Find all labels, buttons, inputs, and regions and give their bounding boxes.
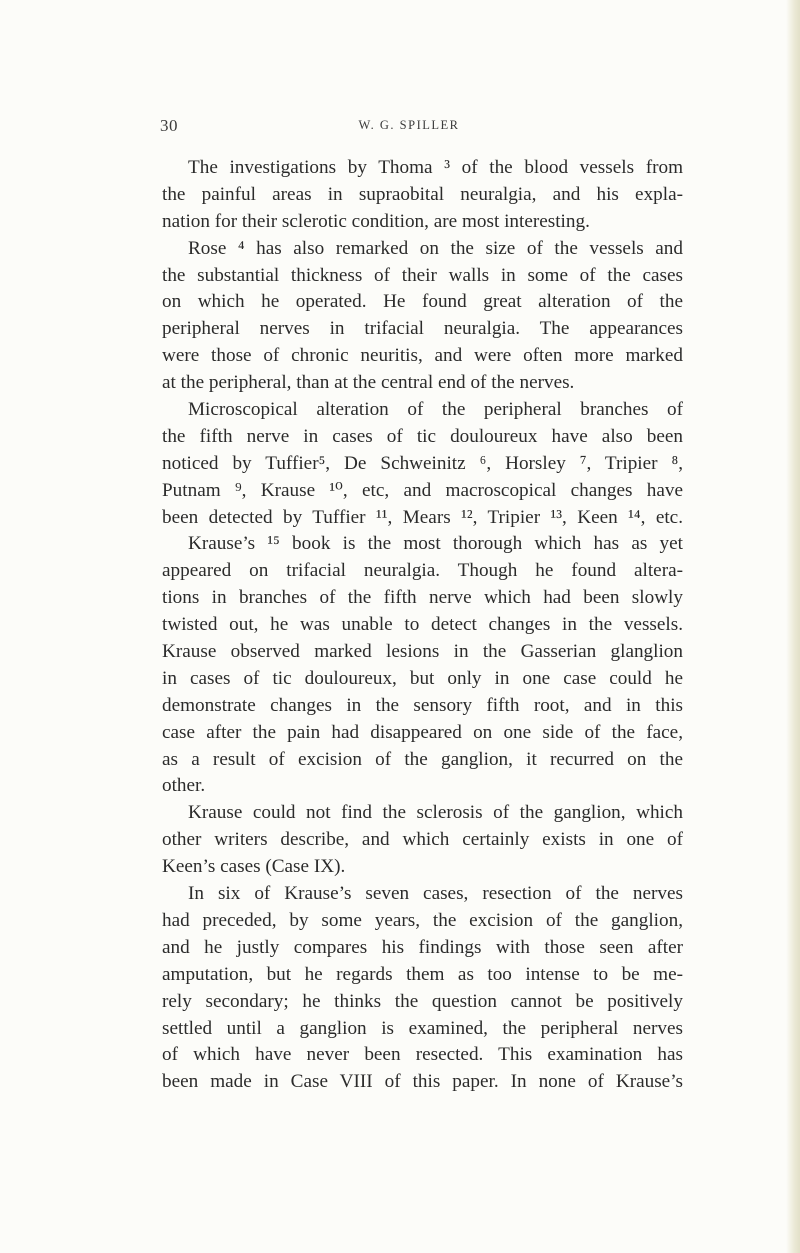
text-line: demonstrate changes in the sensory fifth root, and in this [162, 694, 683, 716]
text-line: been made in Case VIII of this paper. In none of Krause’s [162, 1071, 683, 1093]
body-text [162, 155, 683, 1096]
text-line: settled until a ganglion is examined, the peripheral nerves [162, 1017, 683, 1039]
text-line: in cases of tic douloureux, but only in one case could he [162, 667, 683, 689]
text-line: case after the pain had disappeared on one side of the face, [162, 721, 683, 743]
text-line: other writers describe, and which certainly exists in one of [162, 829, 683, 851]
running-head: W. G. SPILLER [358, 118, 460, 132]
text-line: twisted out, he was unable to detect changes in the vessels. [162, 614, 683, 636]
page-header [0, 116, 800, 138]
text-line: Keen’s cases (Case IX). [162, 856, 346, 878]
page-edge-shadow [786, 0, 800, 1253]
text-line: Krause observed marked lesions in the Gasserian glanglion [162, 641, 683, 663]
text-line: the painful areas in supraobital neuralgia, and his expla- [162, 183, 683, 205]
text-line: at the peripheral, than at the central end of the nerves. [162, 372, 575, 394]
text-line: rely secondary; he thinks the question cannot be positively [162, 990, 683, 1012]
text-line: were those of chronic neuritis, and were often more marked [162, 345, 683, 367]
text-line: other. [162, 775, 206, 797]
text-line: appeared on trifacial neuralgia. Though he found altera- [162, 560, 683, 582]
text-line: been detected by Tuffier ¹¹, Mears ¹², Tripier ¹³, Keen ¹⁴, etc. [162, 506, 683, 528]
text-line: Krause could not find the sclerosis of the ganglion, which [188, 802, 683, 824]
text-line: noticed by Tuffier⁵, De Schweinitz ⁶, Horsley ⁷, Tripier ⁸, [162, 452, 683, 474]
text-line: amputation, but he regards them as too intense to be me- [162, 963, 683, 985]
text-line: tions in branches of the fifth nerve which had been slowly [162, 587, 683, 609]
text-line: of which have never been resected. This examination has [162, 1044, 683, 1066]
text-line: The investigations by Thoma ³ of the blood vessels from [188, 157, 683, 178]
text-line: had preceded, by some years, the excision of the ganglion, [162, 909, 683, 931]
text-line: the fifth nerve in cases of tic douloureux have also been [162, 425, 683, 447]
text-line: Rose ⁴ has also remarked on the size of the vessels and [188, 237, 683, 259]
text-line: on which he operated. He found great alteration of the [162, 291, 683, 313]
text-line: nation for their sclerotic condition, are most interesting. [162, 210, 590, 232]
text-line: Microscopical alteration of the peripheral branches of [188, 399, 683, 421]
text-line: as a result of excision of the ganglion, it recurred on the [162, 748, 683, 770]
text-line: and he justly compares his findings with those seen after [162, 936, 683, 958]
text-line: In six of Krause’s seven cases, resection of the nerves [188, 883, 683, 905]
page-number: 30 [160, 116, 178, 135]
text-line: peripheral nerves in trifacial neuralgia. The appearances [162, 318, 683, 340]
text-line: Krause’s ¹⁵ book is the most thorough which has as yet [188, 533, 683, 555]
text-line: the substantial thickness of their walls in some of the cases [162, 264, 683, 286]
text-line: Putnam ⁹, Krause ¹⁰, etc, and macroscopical changes have [162, 479, 683, 501]
